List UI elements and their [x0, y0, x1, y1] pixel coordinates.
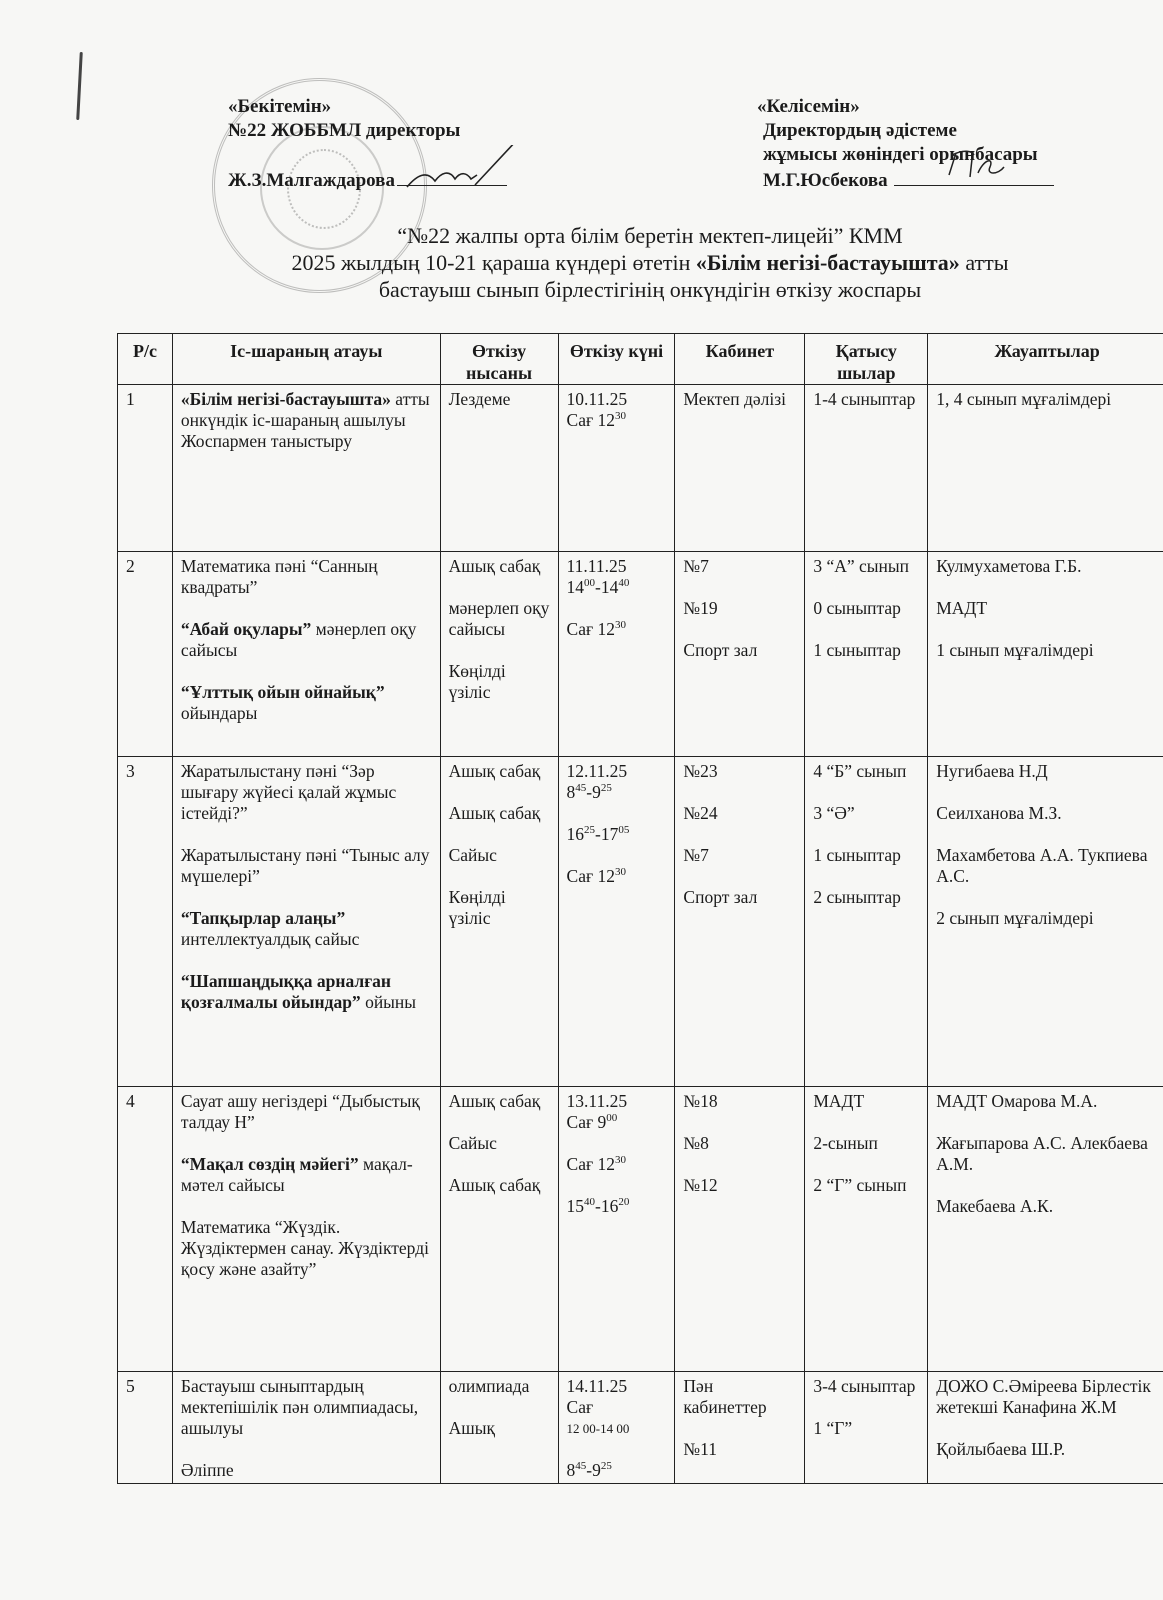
row-number: 3 [118, 757, 173, 1087]
time-start: Сағ 9 [566, 1112, 607, 1132]
activity-room: №24 [683, 803, 718, 823]
activity-description: атты онкүндік іс-шараның ашылуы Жоспармен таныстыру [180, 389, 430, 451]
cell-responsible [928, 552, 1163, 757]
activity-responsible: 2 сынып мұғалімдері [936, 908, 1094, 928]
table-row [118, 385, 1163, 552]
time-start: Сағ [566, 1397, 594, 1417]
cell-room [675, 552, 805, 757]
title-line-2: 2025 жылдың 10-21 қараша күндері өтетін «Білім негізі-бастауышта» атты [291, 250, 1009, 275]
activity-room: №18 [683, 1091, 718, 1111]
cell-room [675, 1087, 805, 1372]
activity-description: мақал-мәтел сайысы [180, 1154, 413, 1195]
cell-participants [805, 757, 928, 1087]
header-date: Өткізу күні [558, 334, 675, 385]
time-start: 16 [566, 824, 585, 844]
activity-name [181, 845, 434, 887]
activity-title: “Шапшаңдыққа арналған қозғалмалы ойындар” [180, 971, 391, 1012]
time-start-minutes: 30 [615, 619, 627, 632]
activity-time [567, 577, 669, 598]
cell-date [558, 1087, 675, 1372]
cell-form [440, 757, 558, 1087]
activity-name [181, 1154, 434, 1196]
row-number: 2 [118, 552, 173, 757]
activity-description: Жаратылыстану пәні “Тыныс алу мүшелері” [180, 845, 430, 886]
agreement-name: М.Г.Юсбекова [763, 170, 888, 191]
activity-date: 13.11.25 [566, 1091, 628, 1111]
table-header-row [118, 334, 1163, 385]
activity-room: №19 [683, 598, 718, 618]
activity-responsible: Қойлыбаева Ш.Р. [936, 1439, 1066, 1459]
cell-form [440, 1372, 558, 1484]
activity-name [181, 682, 434, 724]
activity-description: интеллектуалдық сайыс [180, 929, 360, 949]
activity-datetime [567, 389, 669, 431]
cell-date [558, 385, 675, 552]
time-start: 15 [566, 1196, 585, 1216]
time-start: 8 [566, 1460, 576, 1480]
time-start-minutes: 30 [615, 1154, 627, 1167]
table-row [118, 552, 1163, 757]
table-row [118, 757, 1163, 1087]
activity-participants: 4 “Б” сынып [813, 761, 907, 781]
time-start: Сағ 12 [566, 866, 616, 886]
activity-name [181, 619, 434, 661]
time-start-minutes: 40 [584, 1196, 596, 1209]
approval-block [228, 95, 507, 193]
activity-datetime [567, 1154, 669, 1175]
activity-form: Ашық сабақ [448, 761, 541, 781]
activity-participants: 2 сыныптар [813, 887, 901, 907]
cell-room [675, 757, 805, 1087]
cell-room [675, 385, 805, 552]
activity-time [567, 782, 669, 803]
activity-form: Лездеме [448, 389, 511, 409]
cell-participants [805, 385, 928, 552]
cell-form [440, 552, 558, 757]
header-name: Іс-шараның атауы [172, 334, 440, 385]
activity-datetime [567, 824, 669, 845]
cell-responsible [928, 1087, 1163, 1372]
activity-responsible: Жағыпарова А.С. Алекбаева А.М. [936, 1133, 1148, 1174]
activity-room: Пән кабинеттер [683, 1376, 767, 1417]
activity-form: Ашық сабақ [448, 1175, 541, 1195]
activity-datetime [567, 908, 669, 929]
activity-room: №11 [683, 1439, 717, 1459]
activity-form: Ашық сабақ [448, 556, 541, 576]
time-end-minutes: 40 [618, 577, 630, 590]
activity-participants: 0 сыныптар [813, 598, 901, 618]
row-number: 5 [118, 1372, 173, 1484]
event-name: «Білім негізі-бастауышта» [695, 250, 960, 275]
activity-time [567, 824, 669, 845]
activity-name [181, 761, 434, 824]
activity-title: “Мақал сөздің мәйегі” [180, 1154, 359, 1174]
activity-form: Ашық сабақ [448, 1091, 541, 1111]
activity-date: 14.11.25 [566, 1376, 628, 1396]
cell-participants [805, 552, 928, 757]
activity-title: “Ұлттық ойын ойнайық” [180, 682, 385, 702]
time-end-minutes: 05 [618, 824, 630, 837]
row-number: 4 [118, 1087, 173, 1372]
empty-time [567, 661, 669, 682]
activity-date: 10.11.25 [566, 389, 628, 409]
activity-datetime [567, 1376, 669, 1439]
activity-datetime [567, 556, 669, 598]
activity-name [181, 908, 434, 950]
cell-date [558, 552, 675, 757]
activity-name [181, 971, 434, 1013]
activity-name [181, 389, 434, 452]
activity-responsible: Махамбетова А.А. Тукпиева А.С. [936, 845, 1148, 886]
activity-date: 12.11.25 [566, 761, 628, 781]
deputy-signature-icon [894, 145, 1054, 185]
activity-title: “Тапқырлар алаңы” [180, 908, 346, 928]
header-room: Кабинет [675, 334, 805, 385]
cell-name [172, 552, 440, 757]
activity-responsible: МАДТ [936, 598, 988, 618]
cell-name [172, 757, 440, 1087]
approval-position: №22 ЖОББМЛ директоры [228, 120, 461, 141]
activity-name [181, 556, 434, 598]
activity-form: Сайыс [448, 845, 497, 865]
cell-responsible [928, 385, 1163, 552]
activity-datetime [567, 761, 669, 803]
deputy-signature-line [894, 167, 1054, 186]
activity-room: №7 [683, 845, 709, 865]
director-signature-icon [397, 145, 527, 205]
activity-room: Спорт зал [683, 640, 758, 660]
activity-time [567, 619, 669, 640]
cell-participants [805, 1372, 928, 1484]
activity-name [181, 1376, 434, 1439]
activity-time [567, 1112, 669, 1133]
activity-room: №7 [683, 556, 709, 576]
activity-time [567, 1397, 669, 1418]
activity-form: Сайыс [448, 1133, 497, 1153]
title-line-1: “№22 жалпы орта білім беретін мектеп-лицейі” КММ [397, 223, 903, 248]
activity-responsible: Сеилханова М.З. [936, 803, 1062, 823]
activity-date: 11.11.25 [566, 556, 627, 576]
activity-datetime [567, 866, 669, 887]
activity-datetime [567, 619, 669, 640]
activity-form: олимпиада [448, 1376, 530, 1396]
activity-participants: 2-сынып [813, 1133, 878, 1153]
activity-name [181, 1460, 434, 1481]
activity-description: мәнерлеп оқу сайысы [180, 619, 417, 660]
activity-form: Ашық [448, 1418, 495, 1438]
time-start: Сағ 12 [566, 619, 616, 639]
activity-form: Ашық сабақ [448, 803, 541, 823]
approval-label: «Бекітемін» [228, 96, 332, 117]
time-start-minutes: 45 [575, 1460, 587, 1473]
time-end-minutes: 25 [600, 1460, 612, 1473]
agreement-position-2: жұмысы жөніндегі орынбасары [763, 144, 1038, 165]
time-end: -14 [595, 577, 619, 597]
activity-description: ойыны [360, 992, 417, 1012]
activity-participants: 2 “Г” сынып [813, 1175, 907, 1195]
activity-time [567, 1154, 669, 1175]
activity-datetime [567, 1460, 669, 1481]
margin-pen-mark [76, 52, 83, 120]
cell-name [172, 385, 440, 552]
activity-room: Мектеп дәлізі [683, 389, 786, 409]
activity-responsible: ДОЖО С.Әміреева Бірлестік жетекші Канафина Ж.М [936, 1376, 1151, 1417]
time-start-minutes: 30 [615, 866, 627, 879]
cell-participants [805, 1087, 928, 1372]
activity-responsible: МАДТ Омарова М.А. [936, 1091, 1098, 1111]
time-start-minutes: 00 [606, 1112, 618, 1125]
cell-date [558, 1372, 675, 1484]
activity-datetime [567, 1196, 669, 1217]
cell-responsible [928, 757, 1163, 1087]
activity-responsible: 1 сынып мұғалімдері [936, 640, 1094, 660]
time-start-minutes: 00 [584, 577, 596, 590]
cell-room [675, 1372, 805, 1484]
activity-description: Сауат ашу негіздері “Дыбыстық талдау Н” [180, 1091, 420, 1132]
activity-description: Математика пәні “Санның квадраты” [180, 556, 378, 597]
activity-form: Көңілді үзіліс [448, 887, 506, 928]
activity-room: №23 [683, 761, 718, 781]
activity-responsible: Нугибаева Н.Д [936, 761, 1048, 781]
empty-time [567, 908, 669, 929]
activity-participants: 1 сыныптар [813, 640, 901, 660]
time-end: -16 [595, 1196, 619, 1216]
header-responsible: Жауаптылар [928, 334, 1163, 385]
cell-date [558, 757, 675, 1087]
cell-name [172, 1372, 440, 1484]
time-range: 12 00-14 00 [566, 1421, 630, 1436]
plan-table [117, 333, 1163, 1484]
document-title [190, 222, 1110, 303]
time-end: -9 [586, 1460, 601, 1480]
activity-participants: 1-4 сыныптар [813, 389, 916, 409]
agreement-label: «Келісемін» [757, 96, 860, 117]
header-form: Өткізу нысаны [440, 334, 558, 385]
time-start: 14 [566, 577, 585, 597]
time-start: 8 [566, 782, 576, 802]
activity-time [567, 866, 669, 887]
activity-participants: 1 сыныптар [813, 845, 901, 865]
time-end-minutes: 20 [618, 1196, 630, 1209]
cell-form [440, 1087, 558, 1372]
agreement-position-1: Директордың әдістеме [763, 120, 957, 141]
table-row [118, 1372, 1163, 1484]
title-line-3: бастауыш сынып бірлестігінің онкүндігін өткізу жоспары [378, 277, 922, 302]
time-start-minutes: 45 [575, 782, 587, 795]
activity-datetime [567, 661, 669, 682]
row-number: 1 [118, 385, 173, 552]
activity-datetime [567, 1091, 669, 1133]
activity-name [181, 1091, 434, 1133]
approval-name: Ж.З.Малгаждарова [228, 170, 395, 191]
header-no: Р/с [118, 334, 173, 385]
time-end: -17 [595, 824, 619, 844]
activity-form: Көңілді үзіліс [448, 661, 506, 702]
time-start: Сағ 12 [566, 410, 616, 430]
activity-room: №12 [683, 1175, 718, 1195]
activity-title: «Білім негізі-бастауышта» [180, 389, 391, 409]
cell-responsible [928, 1372, 1163, 1484]
activity-description: Әліппе [180, 1460, 234, 1480]
activity-responsible: Макебаева А.К. [936, 1196, 1054, 1216]
activity-responsible: 1, 4 сынып мұғалімдері [936, 389, 1112, 409]
time-start-minutes: 25 [584, 824, 596, 837]
agreement-block [757, 95, 1054, 193]
activity-time [567, 1196, 669, 1217]
activity-description: ойындары [180, 703, 258, 723]
activity-participants: 3-4 сыныптар [813, 1376, 916, 1396]
activity-description: Математика “Жүздік. Жүздіктермен санау. Жүздіктерді қосу және азайту” [180, 1217, 429, 1279]
activity-responsible: Кулмухаметова Г.Б. [936, 556, 1082, 576]
activity-room: Спорт зал [683, 887, 758, 907]
activity-description: Бастауыш сыныптардың мектепішілік пән олимпиадасы, ашылуы [180, 1376, 419, 1438]
activity-name [181, 1217, 434, 1280]
cell-form [440, 385, 558, 552]
activity-participants: 3 “А” сынып [813, 556, 910, 576]
cell-name [172, 1087, 440, 1372]
time-end: -9 [586, 782, 601, 802]
table-row [118, 1087, 1163, 1372]
activity-participants: МАДТ [813, 1091, 865, 1111]
header-participants: Қатысу шылар [805, 334, 928, 385]
time-end-minutes: 25 [600, 782, 612, 795]
activity-room: №8 [683, 1133, 709, 1153]
activity-time [567, 410, 669, 431]
activity-form: мәнерлеп оқу сайысы [448, 598, 550, 639]
activity-participants: 3 “Ә” [813, 803, 855, 823]
activity-participants: 1 “Г” [813, 1418, 853, 1438]
time-start: Сағ 12 [566, 1154, 616, 1174]
activity-time [567, 1460, 669, 1481]
director-signature-line [397, 167, 507, 186]
time-start-minutes: 30 [615, 410, 627, 423]
activity-title: “Абай оқулары” [180, 619, 312, 639]
activity-description: Жаратылыстану пәні “Зәр шығару жүйесі қалай жұмыс істейді?” [180, 761, 397, 823]
